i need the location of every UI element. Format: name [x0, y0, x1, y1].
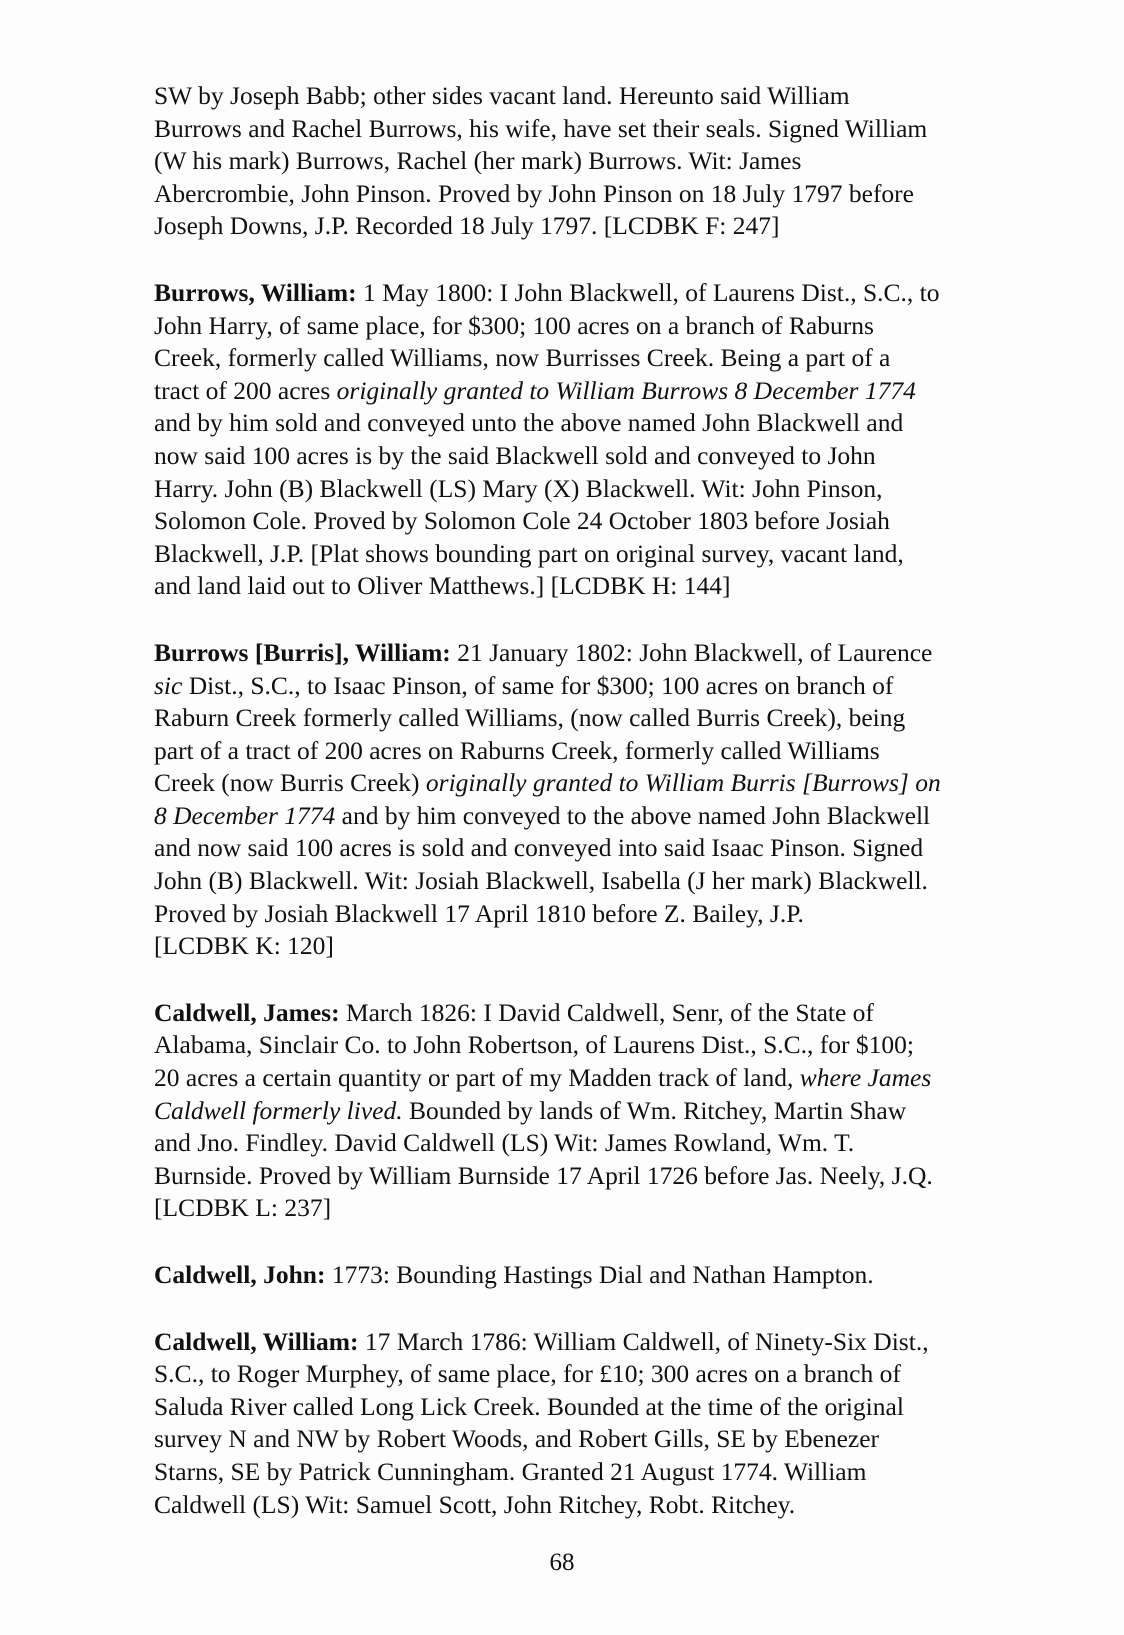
entry-text: John (B) Blackwell. Wit: Josiah Blackwell, Isabella (J her mark) Blackwell.	[154, 866, 928, 896]
entry-italic-text: where James	[799, 1063, 932, 1093]
entry-text: and land laid out to Oliver Matthews.] [LCDBK H: 144]	[154, 571, 731, 601]
entry-text: Joseph Downs, J.P. Recorded 18 July 1797. [LCDBK F: 247]	[154, 211, 780, 241]
deed-entry	[154, 80, 1014, 243]
entry-text: Starns, SE by Patrick Cunningham. Granted 21 August 1774. William	[154, 1456, 867, 1486]
deed-entry	[154, 997, 1014, 1225]
entry-text: Blackwell, J.P. [Plat shows bounding part on original survey, vacant land,	[154, 538, 904, 568]
entry-text: tract of 200 acres	[154, 375, 337, 405]
document-body	[154, 80, 1014, 1555]
deed-entry	[154, 277, 1014, 603]
entry-text: Burrows and Rachel Burrows, his wife, have set their seals. Signed William	[154, 113, 928, 143]
page-number: 68	[549, 1549, 575, 1576]
entry-text: and by him conveyed to the above named John Blackwell	[335, 800, 931, 830]
entry-heading: Burrows [Burris], William:	[154, 637, 451, 667]
entry-text: Alabama, Sinclair Co. to John Robertson, of Laurens Dist., S.C., for $100;	[154, 1030, 914, 1060]
entry-text: Solomon Cole. Proved by Solomon Cole 24 October 1803 before Josiah	[154, 506, 890, 536]
entry-text: John Harry, of same place, for $300; 100 acres on a branch of Raburns	[154, 310, 874, 340]
entry-text: Dist., S.C., to Isaac Pinson, of same for $300; 100 acres on branch of	[182, 670, 894, 700]
entry-italic-text: originally granted to William Burris [Burrows] on	[425, 768, 941, 798]
entry-text: survey N and NW by Robert Woods, and Robert Gills, SE by Ebenezer	[154, 1424, 880, 1454]
entry-text: Caldwell (LS) Wit: Samuel Scott, John Ritchey, Robt. Ritchey.	[154, 1489, 796, 1519]
entry-heading: Burrows, William:	[154, 277, 357, 307]
entry-text: 20 acres a certain quantity or part of my Madden track of land,	[154, 1063, 800, 1093]
entry-text: [LCDBK K: 120]	[154, 931, 334, 961]
entry-text: [LCDBK L: 237]	[154, 1193, 332, 1223]
entry-text: Bounded by lands of Wm. Ritchey, Martin Shaw	[402, 1095, 907, 1125]
entry-text: Raburn Creek formerly called Williams, (now called Burris Creek), being	[154, 703, 906, 733]
entry-text: Creek (now Burris Creek)	[154, 768, 426, 798]
entry-text: Proved by Josiah Blackwell 17 April 1810 before Z. Bailey, J.P.	[154, 898, 804, 928]
deed-entry	[154, 637, 1014, 963]
entry-text: 21 January 1802: John Blackwell, of Laurence	[450, 637, 933, 667]
entry-text: and now said 100 acres is sold and conveyed into said Isaac Pinson. Signed	[154, 833, 924, 863]
deed-entry	[154, 1259, 1014, 1292]
entry-text: (W his mark) Burrows, Rachel (her mark) Burrows. Wit: James	[154, 146, 802, 176]
entry-text: now said 100 acres is by the said Blackwell sold and conveyed to John	[154, 440, 876, 470]
entry-text: Harry. John (B) Blackwell (LS) Mary (X) Blackwell. Wit: John Pinson,	[154, 473, 883, 503]
entry-text: SW by Joseph Babb; other sides vacant land. Hereunto said William	[154, 81, 850, 110]
entry-text: 17 March 1786: William Caldwell, of Ninety-Six Dist.,	[358, 1326, 929, 1356]
entry-italic-text: Caldwell formerly lived.	[154, 1095, 403, 1125]
entry-text: 1 May 1800: I John Blackwell, of Laurens Dist., S.C., to	[356, 277, 940, 307]
entry-heading: Caldwell, John:	[154, 1260, 326, 1289]
entry-text: Burnside. Proved by William Burnside 17 April 1726 before Jas. Neely, J.Q.	[154, 1160, 933, 1190]
entry-text: 1773: Bounding Hastings Dial and Nathan Hampton.	[325, 1260, 874, 1289]
entry-text: and Jno. Findley. David Caldwell (LS) Wit: James Rowland, Wm. T.	[154, 1128, 855, 1158]
entry-text: Creek, formerly called Williams, now Burrisses Creek. Being a part of a	[154, 343, 891, 373]
entry-italic-text: 8 December 1774	[154, 800, 336, 830]
entry-text: Abercrombie, John Pinson. Proved by John Pinson on 18 July 1797 before	[154, 178, 914, 208]
entry-text: Saluda River called Long Lick Creek. Bounded at the time of the original	[154, 1391, 904, 1421]
entry-italic-text: sic	[154, 670, 183, 700]
entry-heading: Caldwell, James:	[154, 997, 340, 1027]
entry-heading: Caldwell, William:	[154, 1326, 359, 1356]
entry-text: S.C., to Roger Murphey, of same place, for £10; 300 acres on a branch of	[154, 1359, 901, 1389]
entry-italic-text: originally granted to William Burrows 8 December 1774	[336, 375, 916, 405]
entry-text: March 1826: I David Caldwell, Senr, of the State of	[339, 997, 874, 1027]
entry-text: part of a tract of 200 acres on Raburns Creek, formerly called Williams	[154, 735, 880, 765]
deed-entry	[154, 1326, 1014, 1522]
entry-text: and by him sold and conveyed unto the above named John Blackwell and	[154, 408, 904, 438]
